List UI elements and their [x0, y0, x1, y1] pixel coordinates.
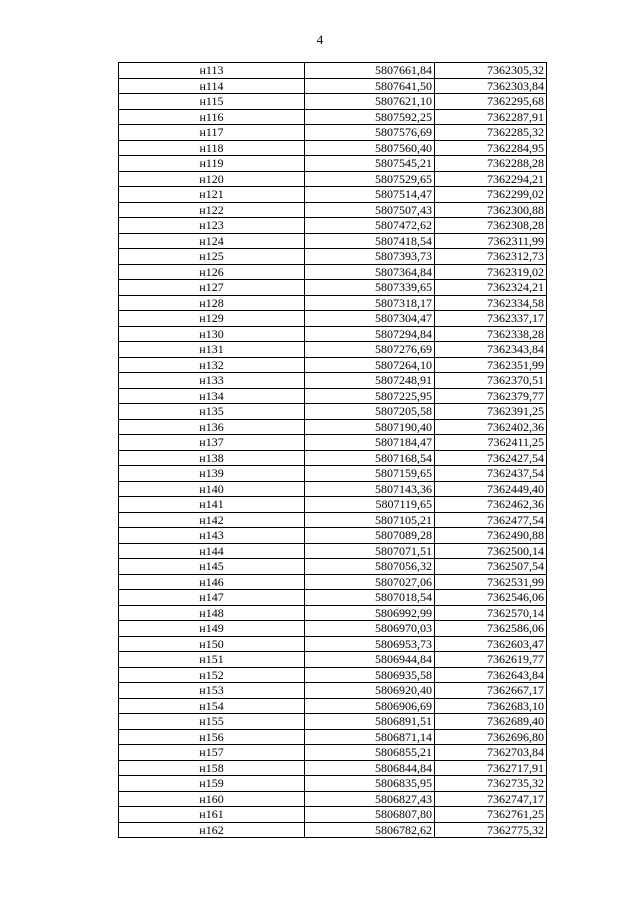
y-coordinate-cell: 7362490,88	[435, 528, 547, 544]
point-name-cell: н151	[119, 652, 305, 668]
point-name-cell: н149	[119, 621, 305, 637]
y-coordinate-cell: 7362379,77	[435, 388, 547, 404]
point-name-cell: н121	[119, 187, 305, 203]
point-name-cell: н131	[119, 342, 305, 358]
y-coordinate-cell: 7362285,32	[435, 125, 547, 141]
y-coordinate-cell: 7362324,21	[435, 280, 547, 296]
y-coordinate-cell: 7362603,47	[435, 636, 547, 652]
y-coordinate-cell: 7362507,54	[435, 559, 547, 575]
point-name-cell: н144	[119, 543, 305, 559]
y-coordinate-cell: 7362683,10	[435, 698, 547, 714]
table-row	[119, 497, 547, 513]
point-name-cell: н120	[119, 171, 305, 187]
x-coordinate-cell: 5807545,21	[305, 156, 435, 172]
y-coordinate-cell: 7362284,95	[435, 140, 547, 156]
point-name-cell: н148	[119, 605, 305, 621]
table-row	[119, 791, 547, 807]
y-coordinate-cell: 7362338,28	[435, 326, 547, 342]
table-row	[119, 218, 547, 234]
table-row	[119, 636, 547, 652]
y-coordinate-cell: 7362305,32	[435, 63, 547, 79]
point-name-cell: н145	[119, 559, 305, 575]
point-name-cell: н132	[119, 357, 305, 373]
table-row	[119, 125, 547, 141]
table-row	[119, 528, 547, 544]
table-row	[119, 202, 547, 218]
y-coordinate-cell: 7362295,68	[435, 94, 547, 110]
point-name-cell: н152	[119, 667, 305, 683]
table-row	[119, 621, 547, 637]
table-row	[119, 683, 547, 699]
y-coordinate-cell: 7362717,91	[435, 760, 547, 776]
point-name-cell: н158	[119, 760, 305, 776]
point-name-cell: н114	[119, 78, 305, 94]
x-coordinate-cell: 5807089,28	[305, 528, 435, 544]
x-coordinate-cell: 5807641,50	[305, 78, 435, 94]
x-coordinate-cell: 5807514,47	[305, 187, 435, 203]
x-coordinate-cell: 5806827,43	[305, 791, 435, 807]
table-row	[119, 249, 547, 265]
table-row	[119, 543, 547, 559]
x-coordinate-cell: 5807304,47	[305, 311, 435, 327]
x-coordinate-cell: 5806935,58	[305, 667, 435, 683]
coordinates-table	[118, 62, 547, 838]
table-row	[119, 388, 547, 404]
x-coordinate-cell: 5806807,80	[305, 807, 435, 823]
table-row	[119, 373, 547, 389]
x-coordinate-cell: 5807276,69	[305, 342, 435, 358]
x-coordinate-cell: 5807248,91	[305, 373, 435, 389]
y-coordinate-cell: 7362761,25	[435, 807, 547, 823]
x-coordinate-cell: 5807529,65	[305, 171, 435, 187]
table-row	[119, 698, 547, 714]
y-coordinate-cell: 7362319,02	[435, 264, 547, 280]
x-coordinate-cell: 5807560,40	[305, 140, 435, 156]
point-name-cell: н126	[119, 264, 305, 280]
x-coordinate-cell: 5807507,43	[305, 202, 435, 218]
point-name-cell: н146	[119, 574, 305, 590]
point-name-cell: н124	[119, 233, 305, 249]
point-name-cell: н155	[119, 714, 305, 730]
point-name-cell: н162	[119, 822, 305, 838]
point-name-cell: н160	[119, 791, 305, 807]
coordinates-table-body	[119, 63, 547, 838]
y-coordinate-cell: 7362735,32	[435, 776, 547, 792]
y-coordinate-cell: 7362411,25	[435, 435, 547, 451]
point-name-cell: н143	[119, 528, 305, 544]
x-coordinate-cell: 5807318,17	[305, 295, 435, 311]
y-coordinate-cell: 7362294,21	[435, 171, 547, 187]
point-name-cell: н115	[119, 94, 305, 110]
y-coordinate-cell: 7362391,25	[435, 404, 547, 420]
table-row	[119, 78, 547, 94]
y-coordinate-cell: 7362477,54	[435, 512, 547, 528]
x-coordinate-cell: 5807143,36	[305, 481, 435, 497]
table-row	[119, 404, 547, 420]
x-coordinate-cell: 5806855,21	[305, 745, 435, 761]
y-coordinate-cell: 7362667,17	[435, 683, 547, 699]
table-row	[119, 729, 547, 745]
y-coordinate-cell: 7362586,06	[435, 621, 547, 637]
table-row	[119, 512, 547, 528]
table-row	[119, 605, 547, 621]
point-name-cell: н116	[119, 109, 305, 125]
x-coordinate-cell: 5807105,21	[305, 512, 435, 528]
x-coordinate-cell: 5806891,51	[305, 714, 435, 730]
point-name-cell: н139	[119, 466, 305, 482]
x-coordinate-cell: 5806906,69	[305, 698, 435, 714]
y-coordinate-cell: 7362546,06	[435, 590, 547, 606]
point-name-cell: н147	[119, 590, 305, 606]
point-name-cell: н122	[119, 202, 305, 218]
point-name-cell: н134	[119, 388, 305, 404]
x-coordinate-cell: 5807119,65	[305, 497, 435, 513]
x-coordinate-cell: 5807364,84	[305, 264, 435, 280]
point-name-cell: н140	[119, 481, 305, 497]
table-row	[119, 822, 547, 838]
y-coordinate-cell: 7362703,84	[435, 745, 547, 761]
y-coordinate-cell: 7362299,02	[435, 187, 547, 203]
x-coordinate-cell: 5807056,32	[305, 559, 435, 575]
point-name-cell: н159	[119, 776, 305, 792]
page-number: 4	[316, 32, 324, 47]
y-coordinate-cell: 7362643,84	[435, 667, 547, 683]
table-row	[119, 714, 547, 730]
y-coordinate-cell: 7362370,51	[435, 373, 547, 389]
point-name-cell: н127	[119, 280, 305, 296]
y-coordinate-cell: 7362747,17	[435, 791, 547, 807]
point-name-cell: н129	[119, 311, 305, 327]
x-coordinate-cell: 5806844,84	[305, 760, 435, 776]
table-row	[119, 481, 547, 497]
y-coordinate-cell: 7362334,58	[435, 295, 547, 311]
x-coordinate-cell: 5806920,40	[305, 683, 435, 699]
x-coordinate-cell: 5806992,99	[305, 605, 435, 621]
x-coordinate-cell: 5807205,58	[305, 404, 435, 420]
table-row	[119, 311, 547, 327]
point-name-cell: н128	[119, 295, 305, 311]
y-coordinate-cell: 7362337,17	[435, 311, 547, 327]
point-name-cell: н141	[119, 497, 305, 513]
point-name-cell: н135	[119, 404, 305, 420]
x-coordinate-cell: 5807018,54	[305, 590, 435, 606]
point-name-cell: н150	[119, 636, 305, 652]
x-coordinate-cell: 5807661,84	[305, 63, 435, 79]
table-row	[119, 187, 547, 203]
y-coordinate-cell: 7362308,28	[435, 218, 547, 234]
table-row	[119, 559, 547, 575]
table-row	[119, 667, 547, 683]
x-coordinate-cell: 5806953,73	[305, 636, 435, 652]
point-name-cell: н119	[119, 156, 305, 172]
point-name-cell: н137	[119, 435, 305, 451]
table-row	[119, 466, 547, 482]
y-coordinate-cell: 7362351,99	[435, 357, 547, 373]
y-coordinate-cell: 7362449,40	[435, 481, 547, 497]
y-coordinate-cell: 7362402,36	[435, 419, 547, 435]
x-coordinate-cell: 5807576,69	[305, 125, 435, 141]
table-row	[119, 357, 547, 373]
table-row	[119, 156, 547, 172]
x-coordinate-cell: 5807159,65	[305, 466, 435, 482]
x-coordinate-cell: 5806944,84	[305, 652, 435, 668]
point-name-cell: н153	[119, 683, 305, 699]
point-name-cell: н130	[119, 326, 305, 342]
table-row	[119, 342, 547, 358]
point-name-cell: н113	[119, 63, 305, 79]
x-coordinate-cell: 5807621,10	[305, 94, 435, 110]
y-coordinate-cell: 7362500,14	[435, 543, 547, 559]
y-coordinate-cell: 7362437,54	[435, 466, 547, 482]
y-coordinate-cell: 7362303,84	[435, 78, 547, 94]
x-coordinate-cell: 5806835,95	[305, 776, 435, 792]
y-coordinate-cell: 7362531,99	[435, 574, 547, 590]
x-coordinate-cell: 5807168,54	[305, 450, 435, 466]
y-coordinate-cell: 7362311,99	[435, 233, 547, 249]
x-coordinate-cell: 5807294,84	[305, 326, 435, 342]
y-coordinate-cell: 7362696,80	[435, 729, 547, 745]
point-name-cell: н125	[119, 249, 305, 265]
y-coordinate-cell: 7362343,84	[435, 342, 547, 358]
x-coordinate-cell: 5807592,25	[305, 109, 435, 125]
table-row	[119, 109, 547, 125]
x-coordinate-cell: 5807418,54	[305, 233, 435, 249]
point-name-cell: н138	[119, 450, 305, 466]
table-row	[119, 140, 547, 156]
point-name-cell: н136	[119, 419, 305, 435]
point-name-cell: н161	[119, 807, 305, 823]
table-row	[119, 63, 547, 79]
table-row	[119, 435, 547, 451]
x-coordinate-cell: 5806871,14	[305, 729, 435, 745]
y-coordinate-cell: 7362775,32	[435, 822, 547, 838]
x-coordinate-cell: 5807472,62	[305, 218, 435, 234]
x-coordinate-cell: 5807339,65	[305, 280, 435, 296]
table-row	[119, 807, 547, 823]
table-row	[119, 233, 547, 249]
table-row	[119, 590, 547, 606]
point-name-cell: н133	[119, 373, 305, 389]
x-coordinate-cell: 5807264,10	[305, 357, 435, 373]
table-row	[119, 450, 547, 466]
x-coordinate-cell: 5807184,47	[305, 435, 435, 451]
y-coordinate-cell: 7362300,88	[435, 202, 547, 218]
x-coordinate-cell: 5807225,95	[305, 388, 435, 404]
x-coordinate-cell: 5806782,62	[305, 822, 435, 838]
table-row	[119, 776, 547, 792]
table-row	[119, 280, 547, 296]
y-coordinate-cell: 7362462,36	[435, 497, 547, 513]
table-row	[119, 171, 547, 187]
y-coordinate-cell: 7362619,77	[435, 652, 547, 668]
point-name-cell: н123	[119, 218, 305, 234]
table-row	[119, 295, 547, 311]
x-coordinate-cell: 5807393,73	[305, 249, 435, 265]
point-name-cell: н118	[119, 140, 305, 156]
table-row	[119, 94, 547, 110]
table-row	[119, 419, 547, 435]
y-coordinate-cell: 7362570,14	[435, 605, 547, 621]
point-name-cell: н157	[119, 745, 305, 761]
x-coordinate-cell: 5807027,06	[305, 574, 435, 590]
y-coordinate-cell: 7362427,54	[435, 450, 547, 466]
table-row	[119, 326, 547, 342]
x-coordinate-cell: 5807071,51	[305, 543, 435, 559]
point-name-cell: н142	[119, 512, 305, 528]
point-name-cell: н154	[119, 698, 305, 714]
table-row	[119, 745, 547, 761]
table-row	[119, 264, 547, 280]
table-row	[119, 652, 547, 668]
point-name-cell: н117	[119, 125, 305, 141]
y-coordinate-cell: 7362287,91	[435, 109, 547, 125]
y-coordinate-cell: 7362689,40	[435, 714, 547, 730]
y-coordinate-cell: 7362312,73	[435, 249, 547, 265]
point-name-cell: н156	[119, 729, 305, 745]
x-coordinate-cell: 5806970,03	[305, 621, 435, 637]
table-row	[119, 760, 547, 776]
x-coordinate-cell: 5807190,40	[305, 419, 435, 435]
table-row	[119, 574, 547, 590]
y-coordinate-cell: 7362288,28	[435, 156, 547, 172]
